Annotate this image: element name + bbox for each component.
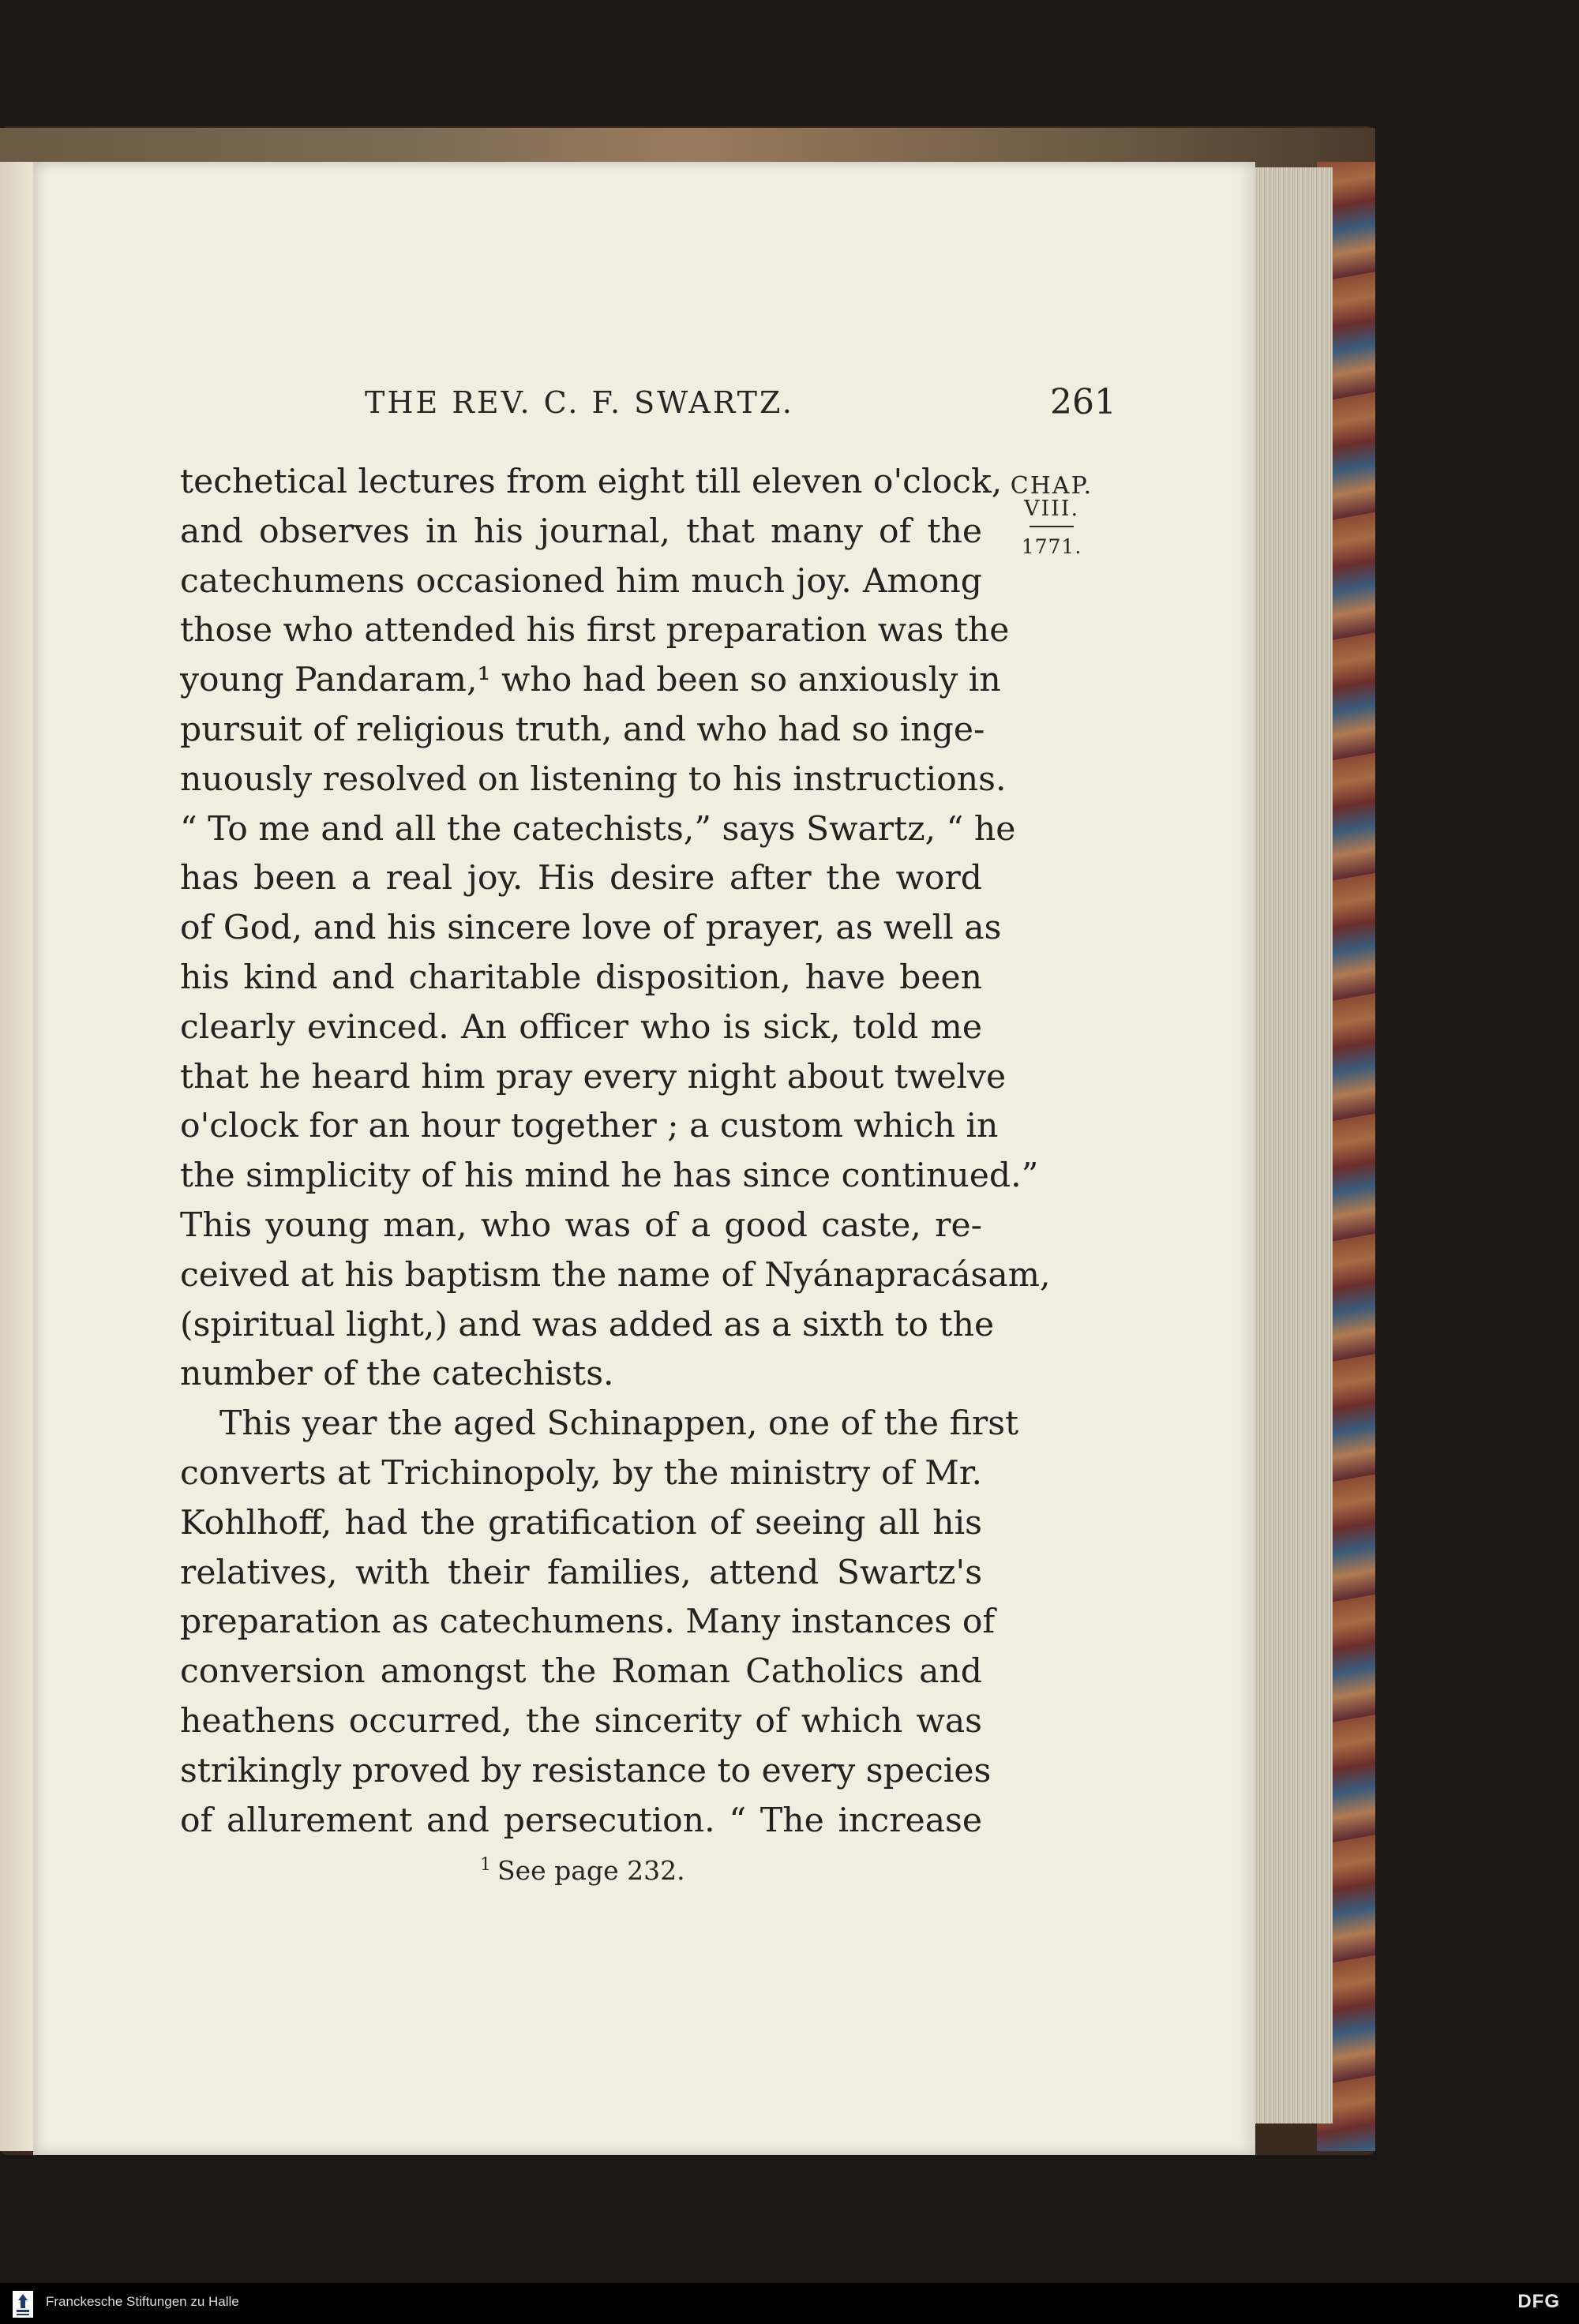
institution-logo-icon xyxy=(13,2291,33,2318)
text-line: Kohlhoff, had the gratification of seeing all his xyxy=(180,1503,982,1542)
text-line: This year the aged Schinappen, one of the first xyxy=(219,1404,1019,1444)
text-line: those who attended his first preparation was the xyxy=(180,611,1010,650)
running-title: THE REV. C. F. SWARTZ. xyxy=(365,385,794,420)
text-line: clearly evinced. An officer who is sick, told me xyxy=(180,1007,982,1047)
viewer-footer-bar xyxy=(0,2283,1579,2324)
footnote-marker: 1 xyxy=(480,1855,491,1875)
institution-name[interactable]: Franckesche Stiftungen zu Halle xyxy=(46,2294,239,2309)
text-line: number of the catechists. xyxy=(180,1355,614,1394)
footnote xyxy=(480,1855,685,1886)
text-line: has been a real joy. His desire after the word xyxy=(180,859,982,898)
margin-rule xyxy=(1030,526,1074,527)
text-line: (spiritual light,) and was added as a sixth to the xyxy=(180,1305,995,1344)
text-line: strikingly proved by resistance to every species xyxy=(180,1751,992,1790)
text-line: of God, and his sincere love of prayer, as well as xyxy=(180,909,1002,948)
text-line: conversion amongst the Roman Catholics and xyxy=(180,1652,982,1692)
text-line: nuously resolved on listening to his instructions. xyxy=(180,759,1007,799)
body-text xyxy=(180,458,1051,1846)
text-line: young Pandaram,¹ who had been so anxiously in xyxy=(180,661,1001,700)
chapter-label: CHAP. xyxy=(1010,472,1093,500)
text-line: “ To me and all the catechists,” says Swartz, “ he xyxy=(180,809,1016,849)
chapter-number: VIII. xyxy=(1023,497,1080,521)
text-line: ceived at his baptism the name of Nyánapracásam, xyxy=(180,1255,1051,1295)
text-line: converts at Trichinopoly, by the ministry of Mr. xyxy=(180,1453,982,1493)
left-page-sliver xyxy=(0,162,33,2151)
text-line: the simplicity of his mind he has since continued.” xyxy=(180,1156,1039,1196)
text-line: heathens occurred, the sincerity of which was xyxy=(180,1701,982,1741)
dfg-logo[interactable]: DFG xyxy=(1517,2291,1560,2312)
margin-year: 1771. xyxy=(1021,535,1082,558)
text-line: preparation as catechumens. Many instances of xyxy=(180,1602,996,1642)
text-line: o'clock for an hour together ; a custom which in xyxy=(180,1107,999,1146)
footnote-text: See page 232. xyxy=(497,1855,685,1886)
text-line: pursuit of religious truth, and who had so inge- xyxy=(180,710,985,749)
text-line: that he heard him pray every night about twelve xyxy=(180,1057,1007,1096)
text-line: catechumens occasioned him much joy. Among xyxy=(180,561,982,601)
text-line: techetical lectures from eight till eleven o'clock, xyxy=(180,463,1003,501)
page-number: 261 xyxy=(1050,382,1116,422)
text-line: relatives, with their families, attend Swartz's xyxy=(180,1553,982,1592)
text-line: his kind and charitable disposition, have been xyxy=(180,958,982,997)
margin-note xyxy=(1004,472,1099,558)
text-line: of allurement and persecution. “ The increase xyxy=(180,1801,982,1840)
text-line: and observes in his journal, that many of the xyxy=(180,512,982,551)
text-line: This young man, who was of a good caste, re- xyxy=(180,1205,982,1245)
